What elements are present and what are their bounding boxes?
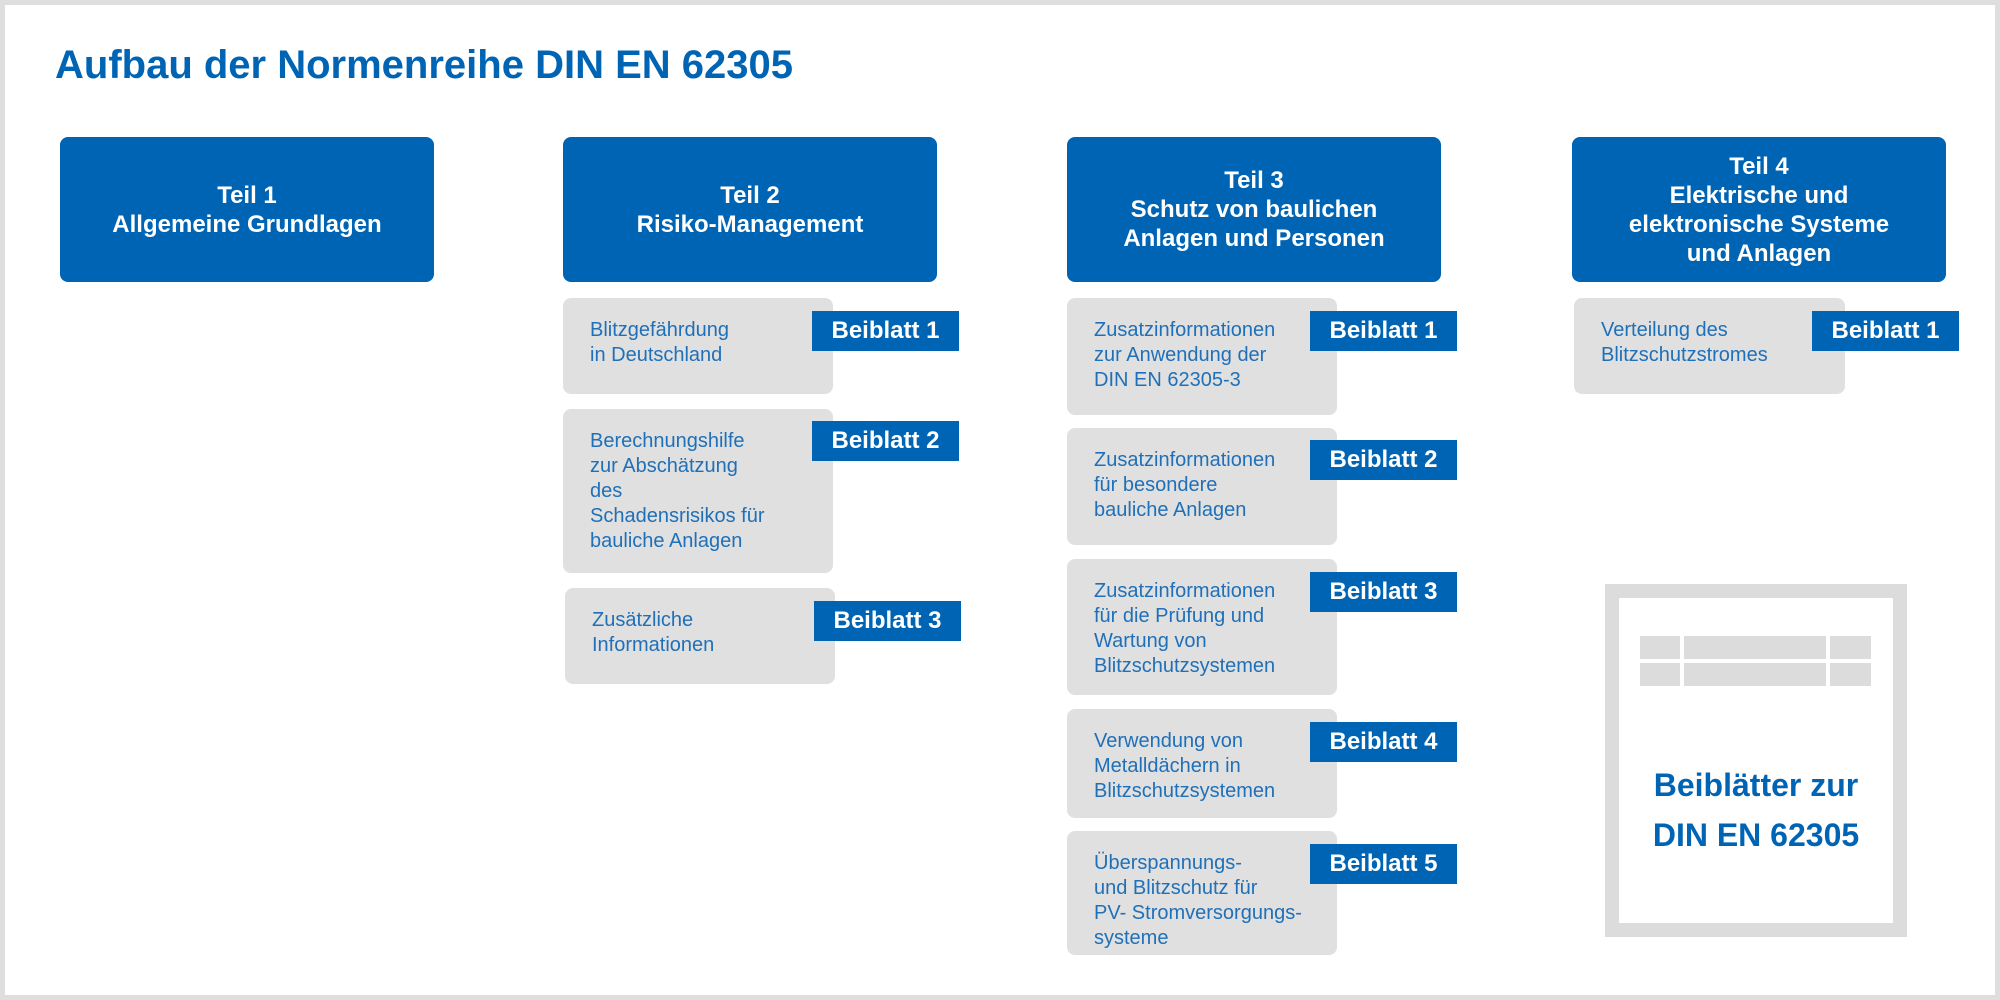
supplement-card — [563, 409, 833, 573]
part-4-label: Teil 4 Elektrische und elektronische Systeme und Anlagen — [1628, 152, 1890, 267]
part-2-label: Teil 2 Risiko-Management — [636, 181, 864, 238]
supplement-card — [1067, 298, 1337, 415]
table-cell — [1830, 663, 1871, 686]
supplement-text: Verteilung des Blitzschutzstromes — [1601, 319, 1768, 366]
page-title: Aufbau der Normenreihe DIN EN 62305 — [55, 43, 793, 87]
supplement-text: Zusätzliche Informationen — [592, 609, 715, 656]
supplement-text: Berechnungshilfe zur Abschätzung des Schadensrisikos für bauliche Anlagen — [590, 430, 765, 552]
part-3-header — [1067, 137, 1441, 282]
supplement-tag: Beiblatt 1 — [1310, 311, 1457, 351]
supplement-document-illustration — [1605, 584, 1907, 937]
supplement-tag: Beiblatt 2 — [1310, 440, 1457, 480]
supplement-card — [1067, 709, 1337, 818]
table-cell — [1684, 663, 1826, 686]
supplement-tag: Beiblatt 1 — [1812, 311, 1959, 351]
supplement-text: Zusatzinformationen zur Anwendung der DIN EN 62305-3 — [1094, 319, 1276, 391]
supplement-tag: Beiblatt 5 — [1310, 844, 1457, 884]
supplement-tag: Beiblatt 3 — [1310, 572, 1457, 612]
supplement-tag: Beiblatt 1 — [812, 311, 959, 351]
legend-label: Beiblätter zur DIN EN 62305 — [1652, 767, 1860, 853]
table-cell — [1640, 663, 1680, 686]
table-cell — [1640, 636, 1680, 659]
part-1-header — [60, 137, 434, 282]
supplement-tag: Beiblatt 2 — [812, 421, 959, 461]
part-4-header — [1572, 137, 1946, 282]
part-2-header — [563, 137, 937, 282]
supplement-card — [563, 298, 833, 394]
supplement-text: Zusatzinformationen für besondere bauliche Anlagen — [1094, 449, 1276, 521]
supplement-text: Verwendung von Metalldächern in Blitzschutzsystemen — [1094, 730, 1276, 802]
part-1-label: Teil 1 Allgemeine Grundlagen — [112, 181, 382, 238]
supplement-card — [1067, 559, 1337, 695]
supplement-tag: Beiblatt 4 — [1310, 722, 1457, 762]
supplement-text: Blitzgefährdung in Deutschland — [590, 319, 729, 366]
supplement-text: Überspannungs- und Blitzschutz für PV- Stromversorgungs- systeme — [1094, 852, 1302, 949]
part-3-label: Teil 3 Schutz von baulichen Anlagen und Personen — [1123, 167, 1385, 252]
document-page — [1619, 598, 1893, 923]
table-cell — [1830, 636, 1871, 659]
supplement-text: Zusatzinformationen für die Prüfung und Wartung von Blitzschutzsystemen — [1094, 580, 1276, 677]
supplement-card — [1574, 298, 1845, 394]
supplement-card — [1067, 428, 1337, 545]
table-cell — [1684, 636, 1826, 659]
supplement-card — [1067, 831, 1337, 955]
supplement-card — [565, 588, 835, 684]
supplement-tag: Beiblatt 3 — [814, 601, 961, 641]
